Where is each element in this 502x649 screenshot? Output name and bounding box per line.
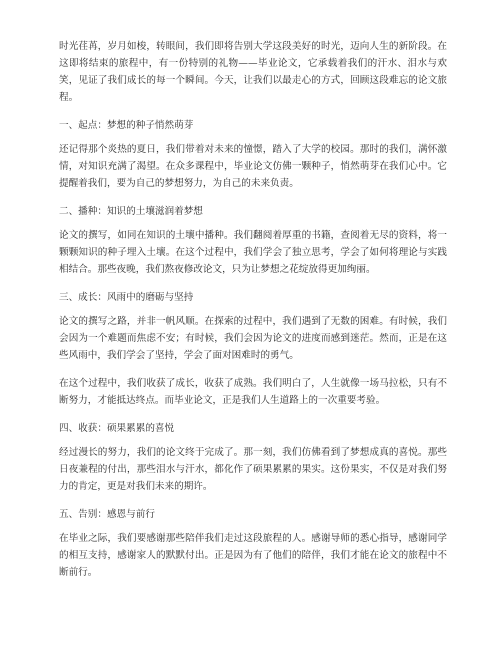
section-4-paragraph-1: 经过漫长的努力，我们的论文终于完成了。那一刻，我们仿佛看到了梦想成真的喜悦。那些日夜兼程的付出，那些泪水与汗水，都化作了硕果累累的果实。这份果实，不仅是对我们努力的肯定，更是对我们未来的期许。 [59, 447, 447, 492]
section-4-heading: 四、收获：硕果累累的喜悦 [59, 423, 175, 434]
section-3-heading: 三、成长：风雨中的磨砺与坚持 [59, 292, 194, 303]
section-5-paragraph-1: 在毕业之际，我们要感谢那些陪伴我们走过这段旅程的人。感谢导师的悉心指导，感谢同学的相互支持，感谢家人的默默付出。正是因为有了他们的陪伴，我们才能在论文的旅程中不断前行。 [59, 533, 447, 578]
document-page [59, 38, 447, 581]
section-1-paragraph-1: 还记得那个炎热的夏日，我们带着对未来的憧憬，踏入了大学的校园。那时的我们，满怀激情，对知识充满了渴望。在众多课程中，毕业论文仿佛一颗种子，悄然萌芽在我们心中。它提醒着我们，要为自己的梦想努力，为自己的未来负责。 [59, 144, 447, 189]
section-2-paragraph-1: 论文的撰写，如同在知识的土壤中播种。我们翻阅着厚重的书籍，查阅着无尽的资料，将一颗颗知识的种子埋入土壤。在这个过程中，我们学会了独立思考，学会了如何将理论与实践相结合。那些夜晚，我们熬夜修改论文，只为让梦想之花绽放得更加绚丽。 [59, 230, 447, 275]
section-1-heading: 一、起点：梦想的种子悄然萌芽 [59, 120, 194, 131]
section-3-paragraph-2: 在这个过程中，我们收获了成长，收获了成熟。我们明白了，人生就像一场马拉松，只有不断努力，才能抵达终点。而毕业论文，正是我们人生道路上的一次重要考验。 [59, 378, 447, 406]
section-5-heading: 五、告别：感恩与前行 [59, 509, 155, 520]
section-2-heading: 二、播种：知识的土壤滋润着梦想 [59, 206, 203, 217]
intro-paragraph: 时光荏苒，岁月如梭，转眼间，我们即将告别大学这段美好的时光，迈向人生的新阶段。在这即将结束的旅程中，有一份特别的礼物——毕业论文，它承载着我们的汗水、泪水与欢笑，见证了我们成长的每一个瞬间。今天，让我们以最走心的方式，回顾这段难忘的论文旅程。 [59, 41, 447, 103]
section-3-paragraph-1: 论文的撰写之路，并非一帆风顺。在探索的过程中，我们遇到了无数的困难。有时候，我们会因为一个难题而焦虑不安；有时候，我们会因为论文的进度而感到迷茫。然而，正是在这些风雨中，我们学会了坚持，学会了面对困难时的勇气。 [59, 316, 447, 361]
